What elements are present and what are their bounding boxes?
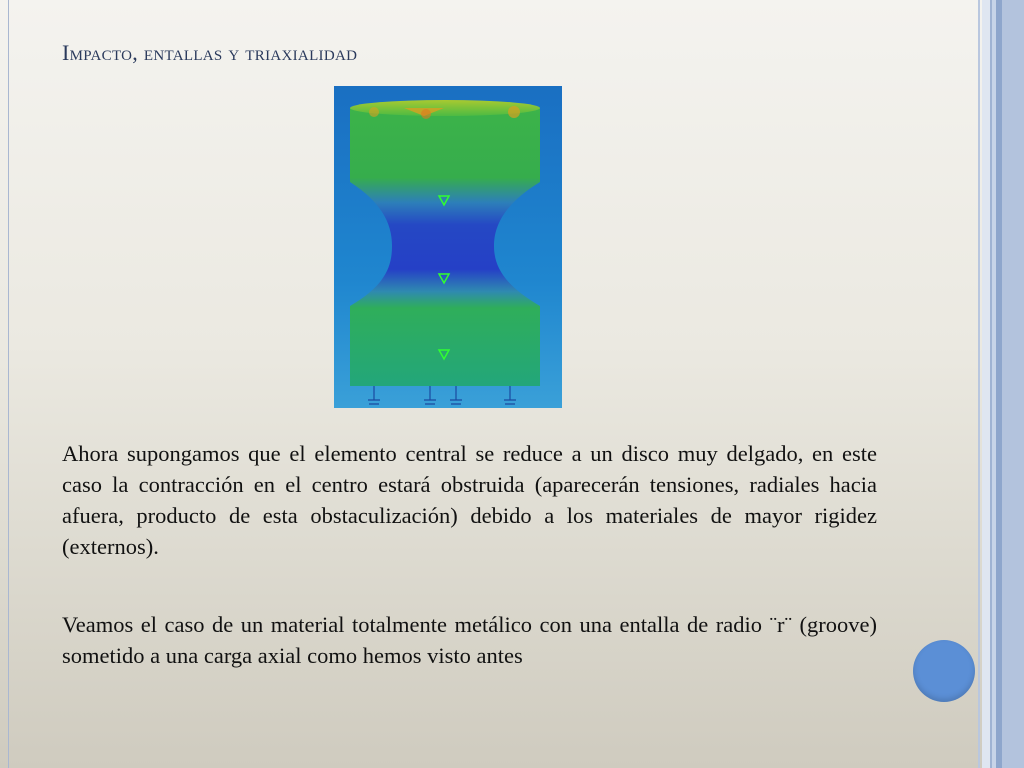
right-decorative-band: [978, 0, 980, 768]
decorative-circle: [913, 640, 975, 702]
slide-title: Impacto, entallas y triaxialidad: [62, 40, 358, 65]
right-decorative-band: [982, 0, 990, 768]
body-paragraph-1: Ahora supongamos que el elemento central se reduce a un disco muy delgado, en este caso la contracción en el centro estará obstruida (aparecerán tensiones, radiales hacia afuera, producto de esta obstaculización) debido a los materiales de mayor rigidez (externos).: [62, 441, 877, 559]
body-paragraph-2: Veamos el caso de un material totalmente metálico con una entalla de radio ¨r¨ (groove) sometido a una carga axial como hemos visto antes: [62, 612, 877, 668]
right-decorative-band: [1002, 0, 1024, 768]
left-decorative-rule: [8, 0, 9, 768]
fem-notched-specimen-image: [334, 86, 562, 408]
